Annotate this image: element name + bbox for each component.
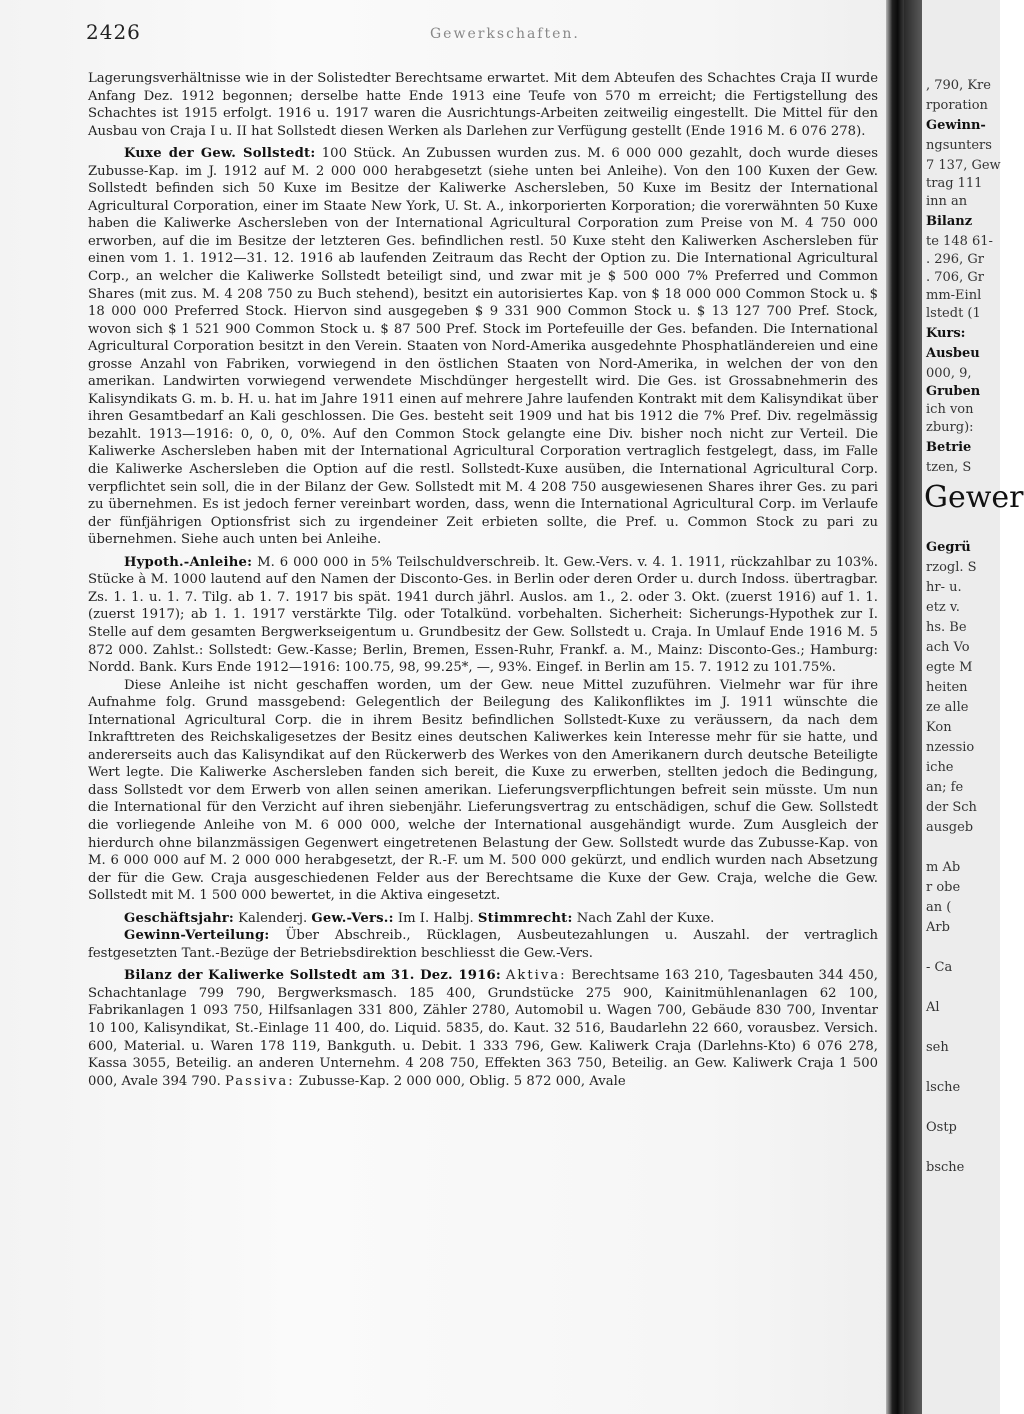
paragraph-geschaeftsjahr (88, 910, 878, 928)
anleihe-note-text: Diese Anleihe ist nicht geschaffen worden, um der Gew. neue Mittel zuzuführen. Vielmehr war für ihre Aufnahme folg. Grund massgebend: Gelegentlich der Beilegung des Kalikonfliktes im J. 1911 wünschte die International Agricultural Corp. die in ihrem Besitz befindlichen Sollstedt-Kuxe zu veräussern, da nach dem Inkrafttreten des Reichskaligesetzes der Besitz eines deutschen Kaliwerkes kein Interesse mehr für sie hatte, und andererseits auch das Kalisyndikat auf den Rückerwerb des Werkes von den Amerikanern durch deutsche Beteiligte Wert legte. Die Kaliwerke Aschersleben fanden sich bereit, die Kuxe zu erwerben, stellten jedoch die Bedingung, dass Sollstedt vor dem Erwerb von allen seinen amerikan. Lieferungsverpflichtungen befreit sein müsste. Um nun die International für den Verzicht auf ihren siebenjähr. Lieferungsvertrag zu entschädigen, schuf die Gew. Sollstedt die vorliegende Anleihe von M. 6 000 000, welche der International ausgehändigt wurde. Zum Ausgleich der hierdurch ohne bilanzmässigen Gegenwert eingetretenen Belastung der Gew. Sollstedt wurde das Zubusse-Kap. von M. 6 000 000 auf M. 2 000 000 herabgesetzt, der R.-F. um M. 500 000 gekürzt, und endlich wurden nach Absetzung der für die Gew. Craja ausgeschiedenen Felder aus der Berechtsame die Kuxe der Gew. Craja, welche die Gew. Sollstedt mit M. 1 500 000 bewertet, in die Aktiva eingesetzt. (88, 677, 878, 904)
adjacent-page-fragment: Ausbeu (926, 346, 980, 361)
adjacent-page-fragment: lstedt (1 (926, 306, 981, 321)
paragraph-kuxe (88, 145, 878, 549)
adjacent-page-fragment: ausgeb (926, 820, 974, 835)
kuxe-text: 100 Stück. An Zubussen wurden zus. M. 6 000 000 gezahlt, doch wurde dieses Zubusse-Kap. im J. 1912 auf M. 2 000 000 herabgesetzt (siehe unten bei Anleihe). Von den 100 Kuxen der Gew. Sollstedt befinden sich 50 Kuxe im Besitze der Kaliwerke Aschersleben, 50 Kuxe im Besitz der International Agricultural Corporation, einer im Staate New York, U. St. A., inkorporierten Korporation; die vorerwähnten 50 Kuxe haben die Kaliwerke Aschersleben von der International Agricultural Corporation zum Preise von M. 4 750 000 erworben, auf die im Besitze der letzteren Ges. befindlichen restl. 50 Kuxe steht den Kaliwerken Aschersleben für einen vom 1. 1. 1912—31. 12. 1916 ab laufenden Zeitraum das Recht der Option zu. Die International Agricultural Corp., an welcher die Kaliwerke Sollstedt beteiligt sind, und zwar mit je $ 500 000 7% Preferred und Common Shares (mit zus. M. 4 208 750 zu Buch stehend), besitzt ein autorisiertes Kap. von $ 18 000 000 Common Stock u. $ 18 000 000 Preferred Stock. Hiervon sind ausgegeben $ 9 331 900 Common Stock u. $ 13 127 700 Pref. Stock, wovon sich $ 1 521 900 Common Stock u. $ 87 500 Pref. Stock im Portefeuille der Ges. befanden. Die International Agricultural Corporation besitzt in den Verein. Staaten von Nord-Amerika ausgedehnte Phosphatländereien und eine grosse Anzahl von Fabriken, vorwiegend in den östlichen Staaten von Nord-Amerika, in welchen der von den amerikan. Landwirten vorwiegend verwendete Mischdünger hergestellt wird. Die Ges. ist Grossabnehmerin des Kalisyndikats G. m. b. H. u. hat im Jahre 1911 einen auf mehrere Jahre laufenden Kontrakt mit dem Kalisyndikat über ihren Gesamtbedarf an Kali geschlossen. Die Ges. besteht seit 1909 und hat bis 1912 die 7% Pref. Div. regelmässig bezahlt. 1913—1916: 0, 0, 0, 0%. Auf den Common Stock gelangte eine Div. bisher noch nicht zur Verteil. Die Kaliwerke Aschersleben haben mit der International Agricultural Corporation vertraglich festgelegt, dass, im Falle die Kaliwerke Aschersleben die Option auf die restl. Sollstedt-Kuxe ausüben, die International Agricultural Corp. verpflichtet sein soll, die in der Bilanz der Gew. Sollstedt mit M. 4 208 750 ausgewiesenen Shares ihrer Ges. zu pari zu übernehmen. Es ist jedoch ferner vereinbart worden, dass, wenn die International Agricultural Corp. im Verlaufe der fünfjährigen Optionsfrist sich zu irgendeiner Zeit erbieten sollte, die Pref. u. Common Stock zu pari zu übernehmen. Siehe auch unten bei Anleihe. (88, 146, 879, 548)
adjacent-page-fragment: r obe (926, 880, 961, 895)
stimmrecht-heading: Stimmrecht: (477, 910, 573, 926)
adjacent-page-fragment: te 148 61- (926, 234, 993, 249)
geschaeftsjahr-heading: Geschäftsjahr: (124, 910, 234, 926)
adjacent-page-fragment: Ostp (926, 1120, 957, 1135)
adjacent-page-fragment: zburg): (926, 420, 974, 435)
intro-text: Lagerungsverhältnisse wie in der Solistedter Berechtsame erwartet. Mit dem Abteufen des Schachtes Craja II wurde Anfang Dez. 1912 begonnen; derselbe hatte Ende 1913 eine Teufe von 570 m erreicht; die Fertigstellung des Schachtes ist 1915 erfolgt. 1916 u. 1917 waren die Ausrichtungs-Arbeiten zeitweilig eingestellt. Die Mittel für den Ausbau von Craja I u. II hat Sollstedt diesen Werken als Darlehen zur Verfügung gestellt (Ende 1916 M. 6 076 278). (88, 71, 878, 139)
adjacent-page-fragment: . 296, Gr (926, 252, 984, 267)
aktiva-text: Berechtsame 163 210, Tagesbauten 344 450, Schachtanlage 799 790, Bergwerksmasch. 185 400, Grundstücke 275 900, Kainitmühlenanlagen 62 100, Fabrikanlagen 1 093 750, Hilfsanlagen 331 800, Zähler 2780, Automobil u. Wagen 700, Gebäude 830 700, Inventar 10 100, Kalisyndikat, St.-Einlage 11 400, do. Liquid. 5835, do. Kaut. 32 516, Baudarlehn 22 660, vorausbez. Versich. 600, Material. u. Waren 178 119, Bankguth. u. Debit. 1 333 796, Gew. Kaliwerk Craja (Darlehns-Kto) 6 076 278, Kassa 3055, Beteilig. an anderen Unternehm. 4 208 750, Effekten 363 750, Beteilig. an Gew. Kaliwerk Craja 1 500 000, Avale 394 790. (88, 968, 878, 1089)
adjacent-page-fragment: Arb (926, 920, 950, 935)
adjacent-page-fragment: lsche (926, 1080, 961, 1095)
main-text-column (88, 70, 878, 1090)
adjacent-page-fragment: Betrie (926, 440, 972, 455)
adjacent-page-fragment: Kon (926, 720, 952, 735)
adjacent-page-fragment: der Sch (926, 800, 977, 815)
adjacent-page-fragment: bsche (926, 1160, 965, 1175)
running-head: Gewerkschaften. (430, 26, 580, 42)
passiva-label: Passiva: (225, 1073, 295, 1089)
adjacent-page-strip (922, 0, 1024, 1414)
adjacent-page-fragment: tzen, S (926, 460, 972, 475)
anleihe-text: M. 6 000 000 in 5% Teilschuldverschreib. lt. Gew.-Vers. v. 4. 1. 1911, rückzahlbar zu 103%. Stücke à M. 1000 lautend auf den Namen der Disconto-Ges. in Berlin oder deren Order u. durch Indoss. übertragbar. Zs. 1. 1. u. 1. 7. Tilg. ab 1. 7. 1917 bis spät. 1941 durch jährl. Auslos. am 1., 2. oder 3. Okt. (zuerst 1916) auf 1. 1. (zuerst 1917); ab 1. 1. 1917 verstärkte Tilg. oder Totalkünd. vorbehalten. Sicherheit: Sicherungs-Hypothek zur I. Stelle auf dem gesamten Bergwerkseigentum u. Grundbesitz der Gew. Sollstedt u. Craja. In Umlauf Ende 1916 M. 5 872 000. Zahlst.: Sollstedt: Gew.-Kasse; Berlin, Bremen, Essen-Ruhr, Frankf. a. M., Mainz: Disconto-Ges.; Hamburg: Nordd. Bank. Kurs Ende 1912—1916: 100.75, 98, 99.25*, —, 93%. Eingef. in Berlin am 15. 7. 1912 zu 101.75%. (88, 554, 878, 676)
paragraph-bilanz (88, 967, 878, 1090)
adjacent-page-fragment: ach Vo (926, 640, 970, 655)
adjacent-page-fragment: rzogl. S (926, 560, 977, 575)
adjacent-page-fragment: ze alle (926, 700, 969, 715)
adjacent-page-fragment: etz v. (926, 600, 960, 615)
geschaeftsjahr-text: Kalenderj. (238, 910, 308, 926)
adjacent-page-fragment: - Ca (926, 960, 953, 975)
anleihe-heading: Hypoth.-Anleihe: (124, 554, 253, 570)
paragraph-intro (88, 70, 878, 140)
paragraph-gewinn-verteilung (88, 927, 878, 962)
gew-vers-heading: Gew.-Vers.: (311, 910, 394, 926)
adjacent-page-fragment: heiten (926, 680, 968, 695)
adjacent-page-fragment: egte M (926, 660, 973, 675)
adjacent-page-fragment: Kurs: (926, 326, 966, 341)
page-gutter-shadow (904, 0, 922, 1414)
adjacent-page-fragment: Gruben (926, 384, 981, 399)
page-gutter (886, 0, 904, 1414)
paragraph-anleihe (88, 554, 878, 677)
adjacent-page-fragment: . 706, Gr (926, 270, 984, 285)
adjacent-page-fragment: nzessio (926, 740, 975, 755)
stimmrecht-text: Nach Zahl der Kuxe. (576, 910, 715, 926)
adjacent-page-fragment: iche (926, 760, 954, 775)
gew-vers-text: Im I. Halbj. (397, 910, 474, 926)
adjacent-page-fragment: seh (926, 1040, 949, 1055)
adjacent-page-fragment: ngsunters (926, 138, 992, 153)
adjacent-page-fragment: Bilanz (926, 214, 973, 229)
adjacent-page-fragment: an; fe (926, 780, 964, 795)
adjacent-page-fragment: m Ab (926, 860, 961, 875)
adjacent-page-fragment: 7 137, Gew (926, 158, 1001, 173)
adjacent-page-fragment: Gewinn- (926, 118, 986, 133)
adjacent-page-fragment: 000, 9, (926, 366, 972, 381)
paragraph-anleihe-note (88, 677, 878, 905)
bilanz-heading: Bilanz der Kaliwerke Sollstedt am 31. Dez. 1916: (124, 968, 501, 984)
adjacent-page-fragment: ich von (926, 402, 974, 417)
adjacent-page-fragment: inn an (926, 194, 968, 209)
aktiva-label: Aktiva: (505, 968, 567, 984)
adjacent-page-fragment: , 790, Kre (926, 78, 991, 93)
gewinn-verteilung-heading: Gewinn-Verteilung: (124, 928, 270, 944)
page-number: 2426 (86, 20, 141, 44)
kuxe-heading: Kuxe der Gew. Sollstedt: (124, 146, 316, 162)
adjacent-page-fragment: Al (926, 1000, 940, 1015)
gewinn-verteilung-text: Über Abschreib., Rücklagen, Ausbeutezahlungen u. Auszahl. der vertraglich festgesetzten Tant.-Bezüge der Betriebsdirektion beschliesst die Gew.-Vers. (88, 928, 878, 961)
adjacent-page-fragment: rporation (926, 98, 988, 113)
passiva-text: Zubusse-Kap. 2 000 000, Oblig. 5 872 000, Avale (298, 1073, 626, 1089)
adjacent-page-fragment: mm-Einl (926, 288, 982, 303)
adjacent-page-fragment: Gegrü (926, 540, 971, 555)
adjacent-page-fragment: Gewer (924, 480, 1024, 515)
adjacent-page-fragment: hr- u. (926, 580, 962, 595)
adjacent-page-fragment: trag 111 (926, 176, 983, 191)
adjacent-page-fragment: an ( (926, 900, 952, 915)
adjacent-page-fragment: hs. Be (926, 620, 967, 635)
